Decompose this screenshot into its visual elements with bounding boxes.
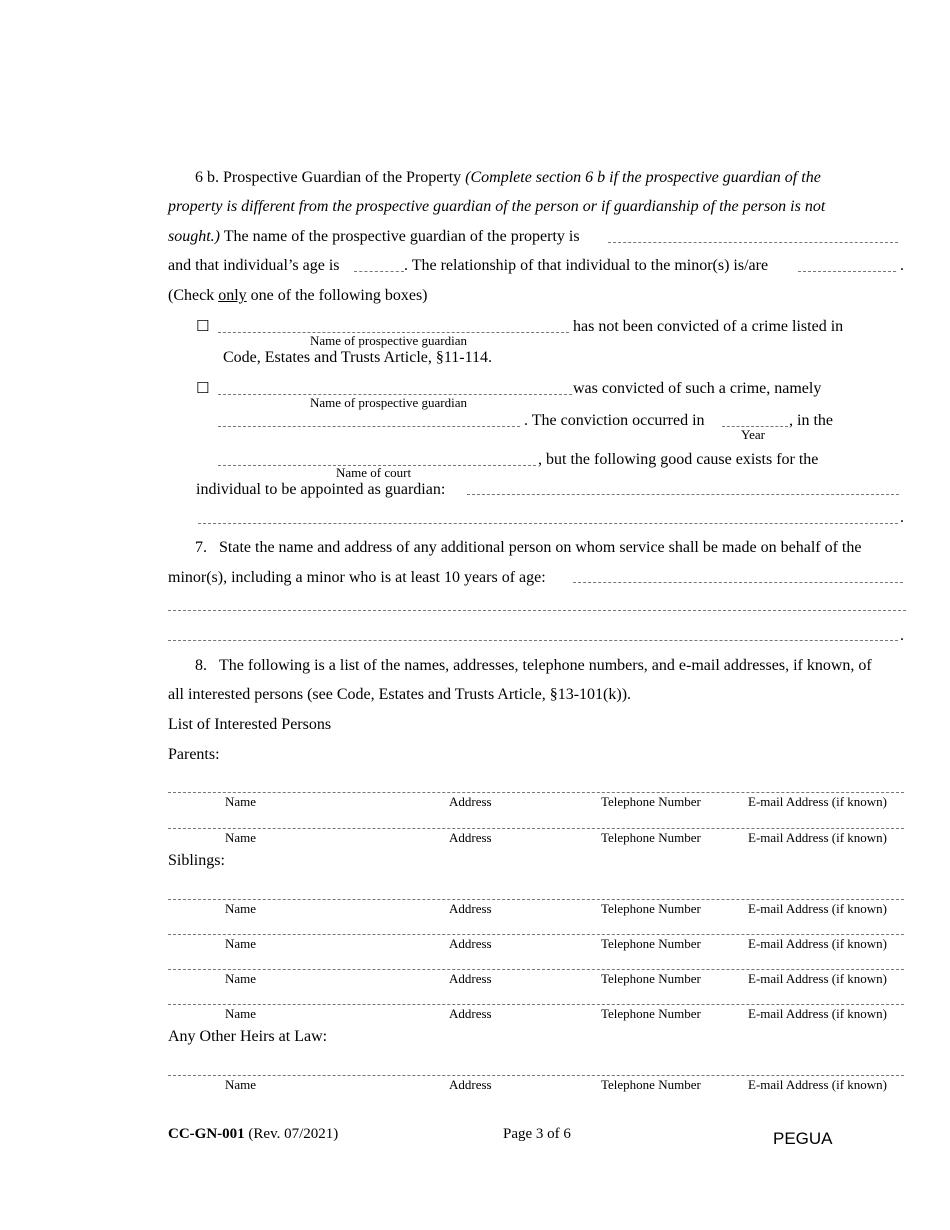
address-column-caption: Address — [449, 971, 492, 986]
section-8-line-1: 8. The following is a list of the names, addresses, telephone numbers, and e-mail addresses, if known, of — [195, 657, 872, 674]
check-instruction-only: only — [218, 287, 247, 304]
siblings-heading: Siblings: — [168, 852, 225, 869]
footer-form-id-line — [168, 1126, 338, 1143]
email-column-caption: E-mail Address (if known) — [748, 1006, 888, 1021]
name-column-caption: Name — [225, 830, 257, 845]
relationship-period: . — [900, 257, 904, 274]
guardian-property-name-label: The name of the prospective guardian of the property is — [223, 228, 580, 245]
additional-person-field-2[interactable] — [168, 610, 906, 611]
email-column-caption: E-mail Address (if known) — [748, 901, 888, 916]
good-cause-period: . — [900, 509, 904, 526]
name-column-caption: Name — [225, 901, 257, 916]
section-6b-instruction-1: (Complete section 6 b if the prospective guardian of the — [465, 169, 821, 186]
code-reference-text: Code, Estates and Trusts Article, §11-114. — [223, 349, 493, 366]
relationship-field[interactable] — [798, 271, 896, 272]
page-number: Page 3 of 6 — [503, 1126, 571, 1142]
name-column-caption: Name — [225, 794, 257, 809]
additional-person-field-1[interactable] — [573, 582, 903, 583]
address-column-caption: Address — [449, 936, 492, 951]
relationship-label: . The relationship of that individual to the minor(s) is/are — [404, 257, 769, 274]
convicted-checkbox[interactable]: ☐ — [196, 379, 210, 397]
additional-person-field-3[interactable] — [168, 640, 898, 641]
parents-heading: Parents: — [168, 746, 220, 763]
not-convicted-text: has not been convicted of a crime listed in — [573, 318, 844, 335]
check-instruction-prefix: (Check — [168, 287, 215, 304]
telephone-column-caption: Telephone Number — [601, 830, 701, 845]
address-column-caption: Address — [449, 794, 492, 809]
guardian-age-label: and that individual’s age is — [168, 257, 340, 274]
stamp-text: PEGUA — [773, 1129, 833, 1148]
email-column-caption: E-mail Address (if known) — [748, 1077, 888, 1092]
email-column-caption: E-mail Address (if known) — [748, 936, 888, 951]
section-6b-instruction-2: property is different from the prospective guardian of the person or if guardianship of the person is not — [168, 198, 826, 215]
check-instruction-suffix: one of the following boxes) — [250, 287, 428, 304]
guardian-age-field[interactable] — [354, 271, 404, 272]
not-convicted-checkbox[interactable]: ☐ — [196, 317, 210, 335]
telephone-column-caption: Telephone Number — [601, 971, 701, 986]
good-cause-field-1[interactable] — [467, 494, 899, 495]
form-revision: (Rev. 07/2021) — [248, 1126, 339, 1142]
name-column-caption: Name — [225, 1077, 257, 1092]
section-7-line-1: 7. State the name and address of any additional person on whom service shall be made on behalf of the — [195, 539, 862, 556]
sibling-4-entry-line[interactable] — [168, 1004, 904, 1005]
name-column-caption: Name — [225, 1006, 257, 1021]
section-8-line-2: all interested persons (see Code, Estates and Trusts Article, §13-101(k)). — [168, 686, 632, 703]
option2-guardian-name-caption: Name of prospective guardian — [310, 395, 468, 410]
section-6b-heading: 6 b. Prospective Guardian of the Property — [195, 169, 462, 186]
email-column-caption: E-mail Address (if known) — [748, 971, 888, 986]
guardian-property-name-field[interactable] — [608, 242, 898, 243]
appointed-text: individual to be appointed as guardian: — [196, 481, 446, 498]
telephone-column-caption: Telephone Number — [601, 1077, 701, 1092]
sibling-2-entry-line[interactable] — [168, 934, 904, 935]
crime-field[interactable] — [218, 426, 520, 427]
sibling-1-entry-line[interactable] — [168, 899, 904, 900]
email-column-caption: E-mail Address (if known) — [748, 830, 888, 845]
name-column-caption: Name — [225, 936, 257, 951]
section-7-line-2: minor(s), including a minor who is at least 10 years of age: — [168, 569, 546, 586]
parent-1-entry-line[interactable] — [168, 792, 904, 793]
section-6b-name-line — [168, 228, 580, 246]
address-column-caption: Address — [449, 830, 492, 845]
check-instruction — [168, 287, 428, 305]
name-column-caption: Name — [225, 971, 257, 986]
conviction-occurred-text: . The conviction occurred in — [524, 412, 705, 429]
good-cause-text: , but the following good cause exists for the — [538, 451, 819, 468]
address-column-caption: Address — [449, 901, 492, 916]
parent-2-entry-line[interactable] — [168, 828, 904, 829]
heir-1-entry-line[interactable] — [168, 1075, 904, 1076]
address-column-caption: Address — [449, 1077, 492, 1092]
court-caption: Name of court — [336, 465, 412, 480]
email-column-caption: E-mail Address (if known) — [748, 794, 888, 809]
heirs-heading: Any Other Heirs at Law: — [168, 1028, 328, 1045]
convicted-text: was convicted of such a crime, namely — [573, 380, 822, 397]
telephone-column-caption: Telephone Number — [601, 794, 701, 809]
interested-persons-title: List of Interested Persons — [168, 716, 332, 733]
address-column-caption: Address — [449, 1006, 492, 1021]
year-caption: Year — [741, 427, 765, 442]
section-6b-instruction-3: sought.) — [168, 228, 220, 245]
telephone-column-caption: Telephone Number — [601, 936, 701, 951]
section-6b-heading-line — [195, 169, 821, 187]
good-cause-field-2[interactable] — [198, 523, 898, 524]
in-the-text: , in the — [789, 412, 833, 429]
telephone-column-caption: Telephone Number — [601, 1006, 701, 1021]
option1-guardian-name-caption: Name of prospective guardian — [310, 333, 468, 348]
form-id: CC-GN-001 — [168, 1126, 245, 1142]
sibling-3-entry-line[interactable] — [168, 969, 904, 970]
additional-person-period: . — [900, 627, 904, 644]
telephone-column-caption: Telephone Number — [601, 901, 701, 916]
